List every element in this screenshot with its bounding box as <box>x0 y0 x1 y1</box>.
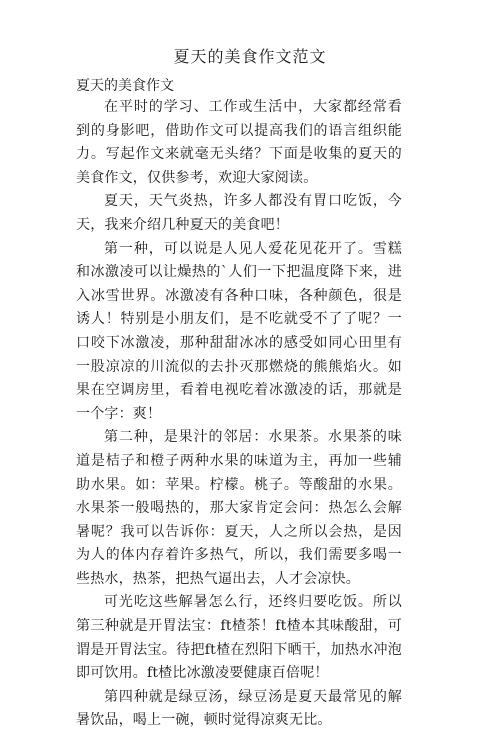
document-subtitle: 夏天的美食作文 <box>76 78 174 94</box>
paragraph-fruit-tea: 第二种，是果汁的邻居：水果茶。水果茶的味道是桔子和橙子两种水果的味道为主，再加一些辅助水果。如：苹果。柠檬。桃子。等酸甜的水果。水果茶一般喝热的，那大家肯定会问：热怎么会解暑呢？我可以告诉你：夏天，人之所以会热，是因为人的体内存着许多热气，所以，我们需要多喝一些热水，热茶，把热气逼出去，人才会凉快。 <box>76 429 402 587</box>
paragraph-ice-cream: 第一种，可以说是人见人爱花见花开了。雪糕和冰激凌可以让燥热的`人们一下把温度降下来，进入冰雪世界。冰激凌有各种口味，各种颜色，很是诱人！特别是小朋友们，是不吃就受不了了呢？一口咬下冰激凌，那种甜甜冰冰的感受如同心田里有一股凉凉的川流似的去扑灭那燃烧的熊熊焰火。如果在空调房里，看着电视吃着冰激凌的话，那就是一个字：爽！ <box>76 240 402 422</box>
paragraph-summer: 夏天，天气炎热，许多人都没有胃口吃饭，今天，我来介绍几种夏天的美食吧！ <box>76 193 402 233</box>
document-body <box>76 96 402 733</box>
paragraph-intro: 在平时的学习、工作或生活中，大家都经常看到的身影吧，借助作文可以提高我们的语言组织能力。写起作文来就毫无头绪？下面是收集的夏天的美食作文，仅供参考，欢迎大家阅读。 <box>76 99 402 186</box>
paragraph-mung-bean-soup: 第四种就是绿豆汤，绿豆汤是夏天最常见的解暑饮品，喝上一碗，顿时觉得凉爽无比。 <box>76 688 402 729</box>
paragraph-hawthorn-tea: 可光吃这些解暑怎么行，还终归要吃饭。所以第三种就是开胃法宝：ft楂茶！ft楂本其味酸甜，可谓是开胃法宝。待把ft楂在烈阳下晒干，加热水冲泡即可饮用。ft楂比冰激凌要健康百倍呢！ <box>76 594 402 682</box>
document-title: 夏天的美食作文范文 <box>173 47 327 66</box>
